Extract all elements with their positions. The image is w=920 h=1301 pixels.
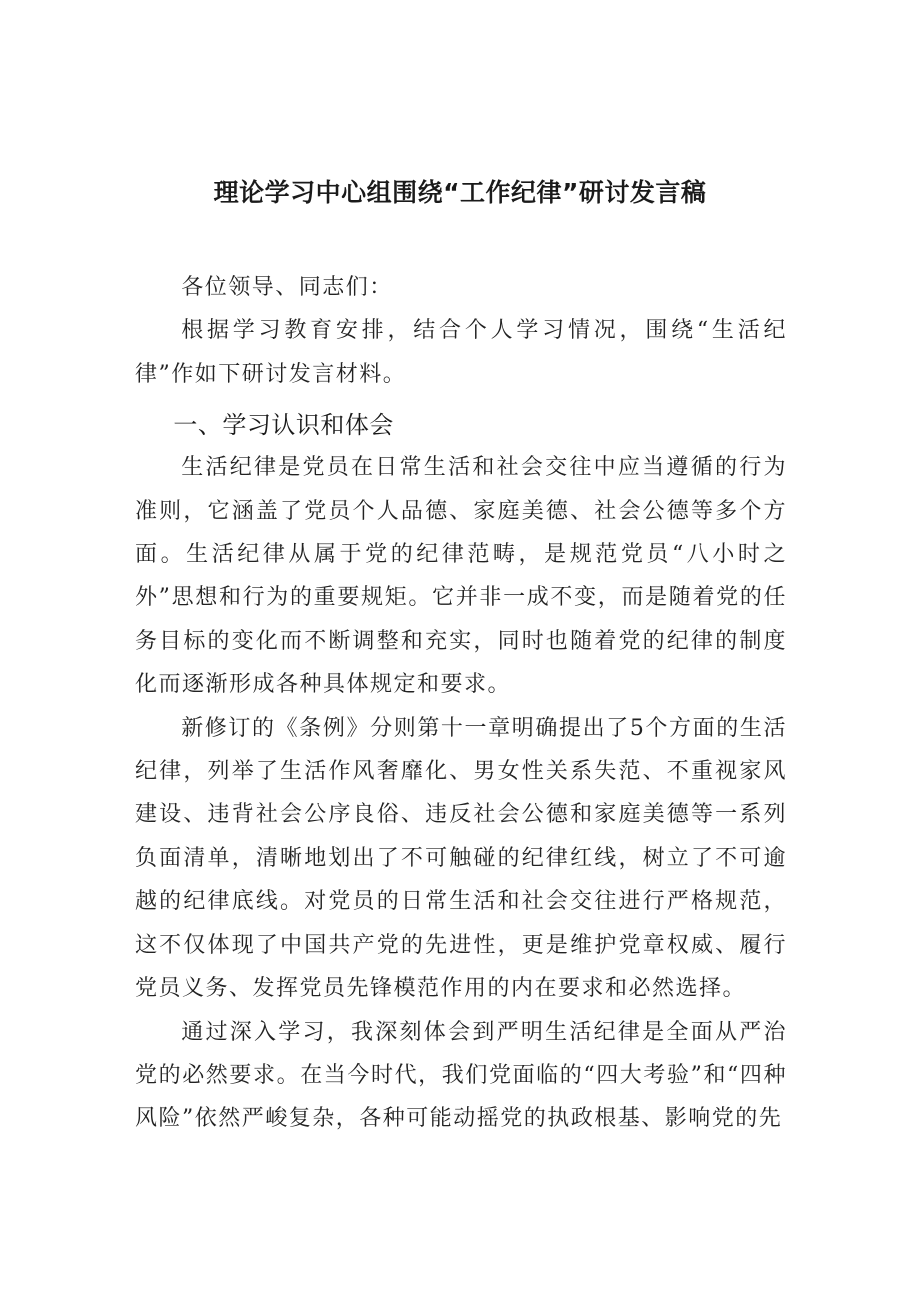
- body-paragraph: 通过深入学习，我深刻体会到严明生活纪律是全面从严治党的必然要求。在当今时代，我们党面临的“四大考验”和“四种风险”依然严峻复杂，各种可能动摇党的执政根基、影响党的先: [135, 1019, 787, 1132]
- section-heading: 一、学习认识和体会: [173, 411, 394, 440]
- intro-paragraph: 根据学习教育安排，结合个人学习情况，围绕“生活纪律”作如下研讨发言材料。: [135, 318, 787, 387]
- document-title: 理论学习中心组围绕“工作纪律”研讨发言稿: [213, 178, 707, 207]
- body-paragraph: 新修订的《条例》分则第十一章明确提出了5个方面的生活纪律，列举了生活作风奢靡化、男女性关系失范、不重视家风建设、违背社会公序良俗、违反社会公德和家庭美德等一系列负面清单，清晰地划出了不可触碰的纪律红线，树立了不可逾越的纪律底线。对党员的日常生活和社会交往进行严格规范，这不仅体现了中国共产党的先进性，更是维护党章权威、履行党员义务、发挥党员先锋模范作用的内在要求和必然选择。: [135, 715, 787, 1002]
- document-body: [135, 266, 787, 1141]
- body-paragraph: 生活纪律是党员在日常生活和社会交往中应当遵循的行为准则，它涵盖了党员个人品德、家庭美德、社会公德等多个方面。生活纪律从属于党的纪律范畴，是规范党员“八小时之外”思想和行为的重要规矩。它并非一成不变，而是随着党的任务目标的变化而不断调整和充实，同时也随着党的纪律的制度化而逐渐形成各种具体规定和要求。: [135, 455, 787, 698]
- salutation: 各位领导、同志们：: [181, 275, 393, 300]
